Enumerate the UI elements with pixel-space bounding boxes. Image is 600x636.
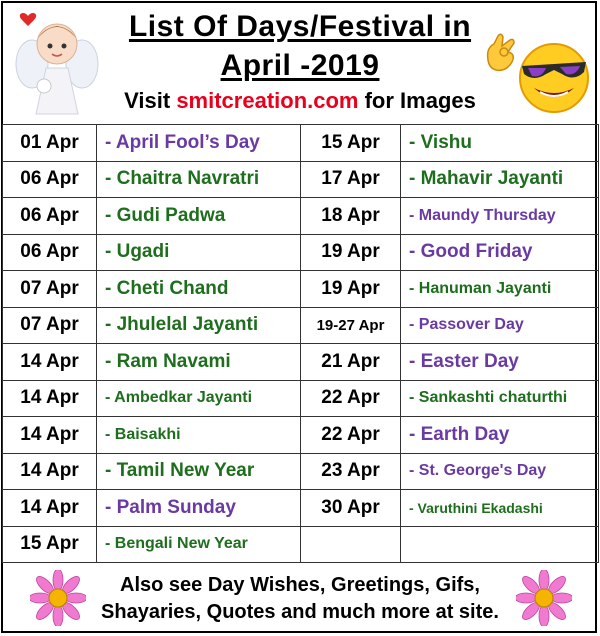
right-festival-cell: - Vishu — [401, 125, 599, 162]
left-festival-cell: - Cheti Chand — [97, 271, 301, 308]
left-festival-cell: - Gudi Padwa — [97, 198, 301, 235]
left-date-cell: 15 Apr — [3, 526, 97, 563]
right-date-cell: 19 Apr — [301, 271, 401, 308]
left-date-cell: 06 Apr — [3, 198, 97, 235]
right-date-cell: 19-27 Apr — [301, 307, 401, 344]
table-row — [3, 125, 599, 162]
left-festival-cell: - Baisakhi — [97, 417, 301, 454]
right-festival-cell: - Good Friday — [401, 234, 599, 271]
table-row — [3, 453, 599, 490]
visit-line — [60, 88, 540, 114]
table-row — [3, 161, 599, 198]
left-date-cell: 14 Apr — [3, 490, 97, 527]
right-date-cell: 22 Apr — [301, 417, 401, 454]
footer-text — [80, 572, 520, 626]
festival-table — [2, 124, 599, 563]
footer-line-1: Also see Day Wishes, Greetings, Gifs, — [120, 574, 480, 596]
left-festival-cell: - Jhulelal Jayanti — [97, 307, 301, 344]
right-date-cell: 30 Apr — [301, 490, 401, 527]
left-festival-cell: - April Fool’s Day — [97, 125, 301, 162]
left-festival-cell: - Ugadi — [97, 234, 301, 271]
right-date-cell: 21 Apr — [301, 344, 401, 381]
table-row — [3, 380, 599, 417]
sunglasses-smiley-icon — [514, 36, 594, 116]
page-title: List Of Days/Festival in — [128, 10, 472, 43]
left-festival-cell: - Chaitra Navratri — [97, 161, 301, 198]
right-festival-cell: - Easter Day — [401, 344, 599, 381]
right-festival-cell: - Passover Day — [401, 307, 599, 344]
table-row — [3, 490, 599, 527]
right-date-cell: 15 Apr — [301, 125, 401, 162]
left-festival-cell: - Bengali New Year — [97, 526, 301, 563]
flower-icon — [30, 570, 86, 626]
left-date-cell: 07 Apr — [3, 271, 97, 308]
left-date-cell: 14 Apr — [3, 344, 97, 381]
left-festival-cell: - Ram Navami — [97, 344, 301, 381]
page-subtitle: April -2019 — [220, 49, 380, 82]
right-festival-cell: - Earth Day — [401, 417, 599, 454]
left-date-cell: 14 Apr — [3, 380, 97, 417]
table-row — [3, 417, 599, 454]
right-festival-cell: - Mahavir Jayanti — [401, 161, 599, 198]
table-row — [3, 307, 599, 344]
left-festival-cell: - Tamil New Year — [97, 453, 301, 490]
left-festival-cell: - Palm Sunday — [97, 490, 301, 527]
right-date-cell: 23 Apr — [301, 453, 401, 490]
left-date-cell: 14 Apr — [3, 453, 97, 490]
right-date-cell — [301, 526, 401, 563]
visit-suffix: for Images — [364, 88, 476, 113]
left-date-cell: 14 Apr — [3, 417, 97, 454]
right-date-cell: 22 Apr — [301, 380, 401, 417]
left-date-cell: 01 Apr — [3, 125, 97, 162]
header — [0, 0, 600, 124]
table-row — [3, 526, 599, 563]
table-row — [3, 198, 599, 235]
right-date-cell: 19 Apr — [301, 234, 401, 271]
table-row — [3, 234, 599, 271]
right-date-cell: 17 Apr — [301, 161, 401, 198]
left-date-cell: 07 Apr — [3, 307, 97, 344]
visit-prefix: Visit — [124, 88, 171, 113]
right-festival-cell: - Sankashti chaturthi — [401, 380, 599, 417]
left-date-cell: 06 Apr — [3, 161, 97, 198]
right-festival-cell: - St. George's Day — [401, 453, 599, 490]
left-date-cell: 06 Apr — [3, 234, 97, 271]
table-row — [3, 344, 599, 381]
left-festival-cell: - Ambedkar Jayanti — [97, 380, 301, 417]
site-link[interactable]: smitcreation.com — [176, 88, 359, 113]
footer-line-2: Shayaries, Quotes and much more at site. — [101, 601, 499, 623]
footer — [0, 564, 600, 634]
right-festival-cell — [401, 526, 599, 563]
right-festival-cell: - Varuthini Ekadashi — [401, 490, 599, 527]
right-festival-cell: - Hanuman Jayanti — [401, 271, 599, 308]
right-date-cell: 18 Apr — [301, 198, 401, 235]
right-festival-cell: - Maundy Thursday — [401, 198, 599, 235]
table-row — [3, 271, 599, 308]
flower-icon — [516, 570, 572, 626]
